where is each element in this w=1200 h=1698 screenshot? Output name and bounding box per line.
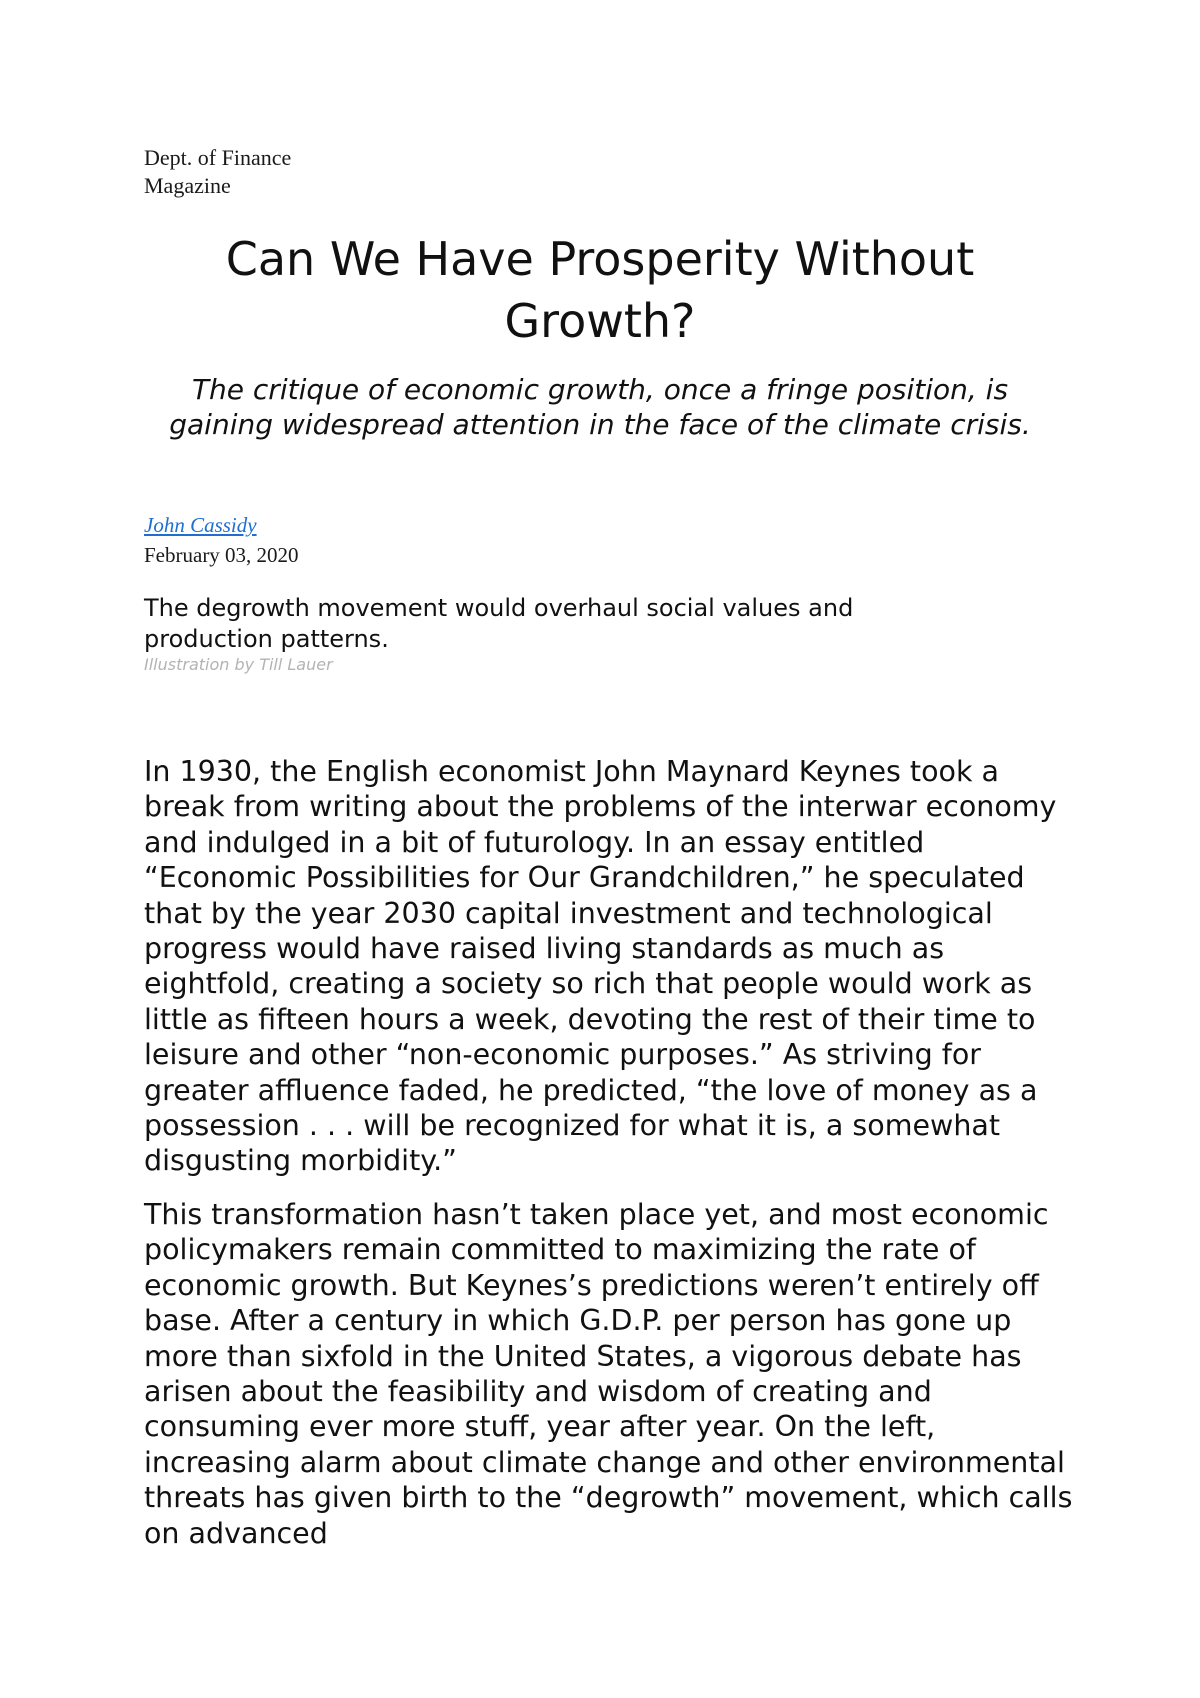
byline [144, 510, 644, 570]
body-paragraph: In 1930, the English economist John Maynard Keynes took a break from writing about the problems of the interwar economy and indulged in a bit of futurology. In an essay entitled “Economic Possibilities for Our Grandchildren,” he speculated that by the year 2030 capital investment and technological progress would have raised living standards as much as eightfold, creating a society so rich that people would work as little as fifteen hours a week, devoting the rest of their time to leisure and other “non-economic purposes.” As striving for greater affluence faded, he predicted, “the love of money as a possession . . . will be recognized for what it is, a somewhat disgusting morbidity.” [144, 755, 1057, 1178]
image-caption: The degrowth movement would overhaul social values and production patterns. [144, 594, 854, 653]
article-dek: The critique of economic growth, once a fringe position, is gaining widespread attention in the face of the climate crisis. [169, 373, 1031, 441]
article-headline: Can We Have Prosperity Without Growth? [225, 232, 975, 348]
body-paragraph: This transformation hasn’t taken place yet, and most economic policymakers remain committed to maximizing the rate of economic growth. But Keynes’s predictions weren’t entirely off base. After a century in which G.D.P. per person has gone up more than sixfold in the United States, a vigorous debate has arisen about the feasibility and wisdom of creating and consuming ever more stuff, year after year. On the left, increasing alarm about climate change and other environmental threats has given birth to the “degrowth” movement, which calls on advanced [144, 1197, 1073, 1550]
publication-name: Magazine [144, 173, 231, 198]
article-body [144, 754, 1074, 1569]
publication-section: Dept. of Finance [144, 145, 292, 170]
author-link[interactable]: John Cassidy [144, 513, 257, 537]
image-caption-block [144, 593, 964, 675]
publication-date: February 03, 2020 [144, 543, 299, 567]
publication-header [144, 144, 604, 200]
image-credit: Illustration by Till Lauer [144, 655, 333, 674]
